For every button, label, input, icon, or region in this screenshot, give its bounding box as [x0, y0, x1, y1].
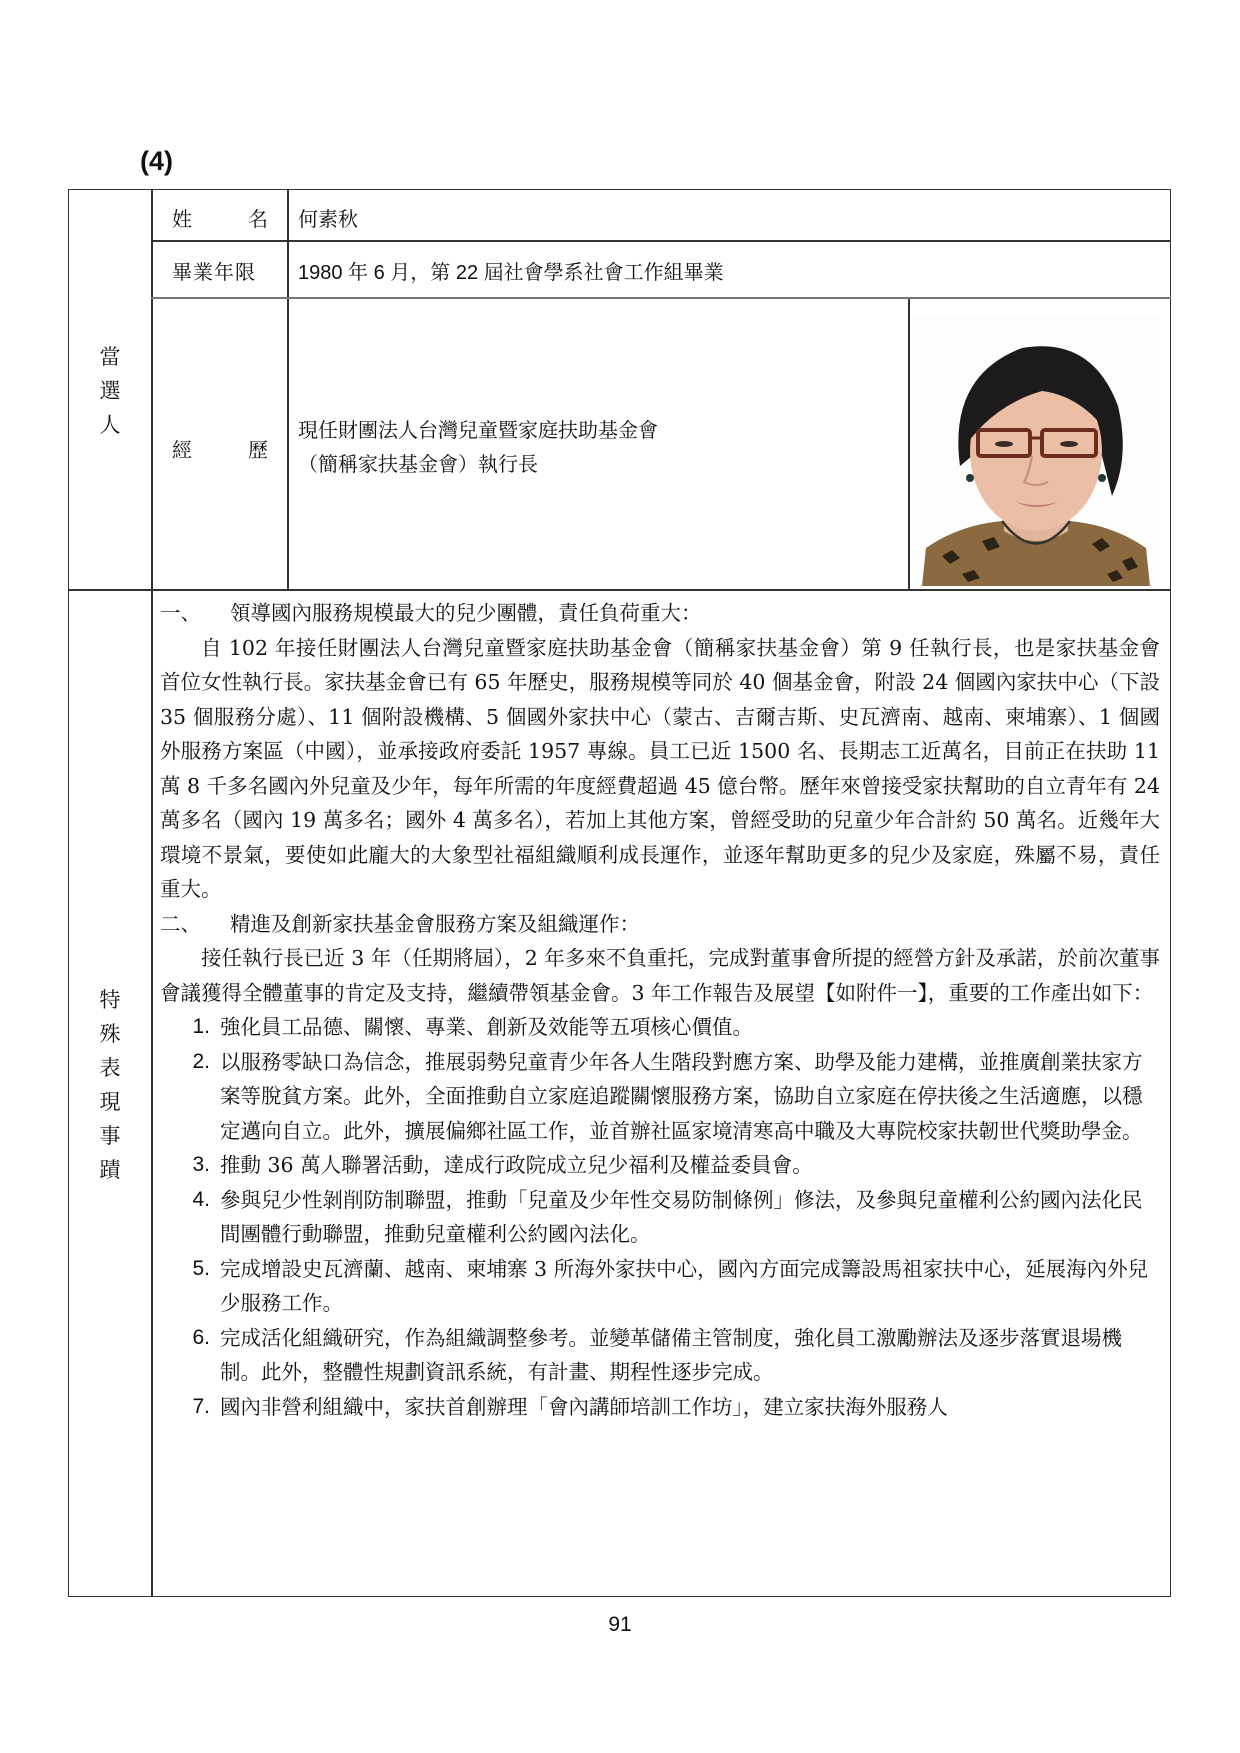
list-number: 7.: [192, 1394, 210, 1418]
portrait-image: [912, 316, 1160, 586]
heading-marker: 二、: [160, 911, 201, 936]
candidate-name: 何素秋: [298, 207, 358, 231]
list-text: 推動 36 萬人聯署活動，達成行政院成立兒少福利及權益委員會。: [220, 1153, 813, 1177]
divider: [908, 297, 910, 590]
label-char: 當: [99, 345, 121, 369]
label-char: 名: [248, 206, 268, 231]
list-text: 參與兒少性剝削防制聯盟，推動「兒童及少年性交易防制條例」修法，及參與兒童權利公約國內法化民間團體行動聯盟，推動兒童權利公約國內法化。: [220, 1187, 1143, 1246]
list-text: 完成活化組織研究，作為組織調整參考。並變革儲備主管制度，強化員工激勵辦法及逐步落實退場機制。此外，整體性規劃資訊系統，有計畫、期程性逐步完成。: [220, 1325, 1122, 1384]
graduation-label: [172, 256, 272, 284]
list-item: [160, 1010, 1160, 1045]
label-char: 現: [99, 1090, 121, 1114]
experience-line: （簡稱家扶基金會）執行長: [298, 452, 538, 476]
label-char: 事: [99, 1124, 121, 1148]
list-item: [160, 1183, 1160, 1252]
section-paragraph-2: 接任執行長已近 3 年（任期將屆），2 年多來不負重托，完成對董事會所提的經營方針及承諾，於前次董事會議獲得全體董事的肯定及支持，繼續帶領基金會。3 年工作報告及展望【如附件一】，重要的工作產出如下：: [160, 946, 1160, 1005]
label-char: 姓: [172, 206, 192, 231]
divider: [287, 189, 289, 590]
achievement-list: [160, 1010, 1160, 1424]
section-heading-1: [160, 596, 1160, 631]
experience-value: [298, 413, 658, 481]
divider: [68, 589, 1171, 591]
heading-marker: 一、: [160, 601, 201, 625]
special-achievements-label: [68, 983, 152, 1187]
list-number: 4.: [192, 1187, 210, 1211]
list-number: 3.: [192, 1153, 210, 1176]
list-item: [160, 1045, 1160, 1149]
list-text: 國內非營利組織中，家扶首創辦理「會內講師培訓工作坊」，建立家扶海外服務人: [220, 1394, 948, 1419]
label-char: 選: [99, 379, 121, 403]
section-heading-2: [160, 907, 1160, 942]
list-item: [160, 1321, 1160, 1390]
list-item: [160, 1252, 1160, 1321]
elected-person-label: [68, 340, 152, 442]
page-number: 91: [608, 1613, 632, 1636]
list-item: [160, 1148, 1160, 1183]
section-number: (4): [140, 146, 173, 176]
label-char: 蹟: [99, 1158, 121, 1182]
achievements-body: [160, 596, 1160, 1424]
divider: [151, 297, 1171, 299]
list-number: 2.: [192, 1049, 210, 1073]
list-item: [160, 1390, 1160, 1425]
section-paragraph-1: 自 102 年接任財團法人台灣兒童暨家庭扶助基金會（簡稱家扶基金會）第 9 任執行長，也是家扶基金會首位女性執行長。家扶基金會已有 65 年歷史，服務規模等同於 40 個基金會，附設 24 個國內家扶中心（下設 35 個服務分處）、11 個附設機構、5 個國外家扶中心（蒙古、吉爾吉斯、史瓦濟南、越南、柬埔寨）、1 個國外服務方案區（中國），並承接政府委託 1957 專線。員工已近 1500 名、長期志工近萬名，目前正在扶助 11 萬 8 千多名國內外兒童及少年，每年所需的年度經費超過 45 億台幣。歷年來曾接受家扶幫助的自立青年有 24 萬多名（國內 19 萬多名；國外 4 萬多名），若加上其他方案，曾經受助的兒童少年合計約 50 萬名。近幾年大環境不景氣，要使如此龐大的大象型社福組織順利成長運作，並逐年幫助更多的兒少及家庭，殊屬不易，責任重大。: [160, 635, 1160, 901]
heading-title: 精進及創新家扶基金會服務方案及組織運作：: [230, 911, 640, 936]
label-char: 經: [172, 437, 192, 462]
heading-title: 領導國內服務規模最大的兒少團體，責任負荷重大：: [230, 601, 702, 625]
list-number: 1.: [192, 1015, 210, 1038]
list-number: 5.: [192, 1256, 210, 1280]
candidate-photo: [912, 316, 1160, 586]
experience-label: [172, 434, 268, 462]
label-char: 特: [99, 988, 121, 1012]
experience-line: 現任財團法人台灣兒童暨家庭扶助基金會: [298, 418, 658, 442]
label-char: 人: [99, 413, 121, 437]
list-text: 以服務零缺口為信念，推展弱勢兒童青少年各人生階段對應方案、助學及能力建構，並推廣創業扶家方案等脫貧方案。此外，全面推動自立家庭追蹤關懷服務方案，協助自立家庭在停扶後之生活適應，以穩定邁向自立。此外，擴展偏鄉社區工作，並首辦社區家境清寒高中職及大專院校家扶韌世代獎助學金。: [220, 1049, 1143, 1143]
list-number: 6.: [192, 1325, 210, 1349]
graduation-label-text: 畢業年限: [172, 259, 256, 284]
list-text: 完成增設史瓦濟蘭、越南、柬埔寨 3 所海外家扶中心，國內方面完成籌設馬祖家扶中心，延展海內外兒少服務工作。: [220, 1256, 1149, 1315]
list-text: 強化員工品德、關懷、專業、創新及效能等五項核心價值。: [220, 1015, 753, 1039]
name-label: [172, 203, 268, 231]
label-char: 歷: [248, 437, 268, 462]
label-char: 殊: [99, 1022, 121, 1046]
label-char: 表: [99, 1056, 121, 1080]
divider: [151, 240, 1171, 242]
graduation-value: 1980 年 6 月，第 22 屆社會學系社會工作組畢業: [298, 262, 724, 284]
